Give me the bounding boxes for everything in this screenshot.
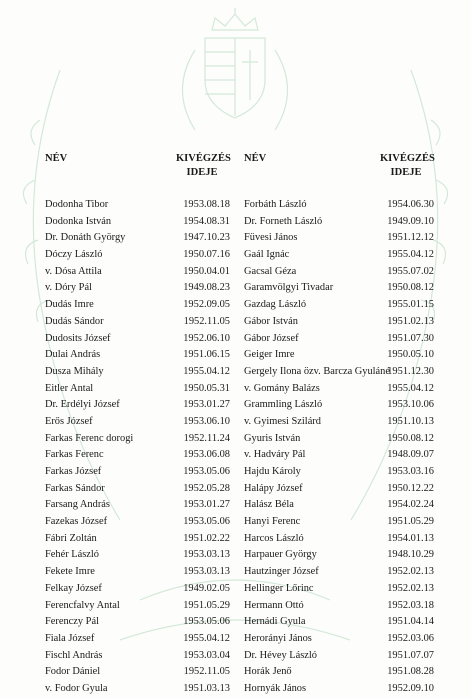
table-row	[0, 598, 471, 615]
person-name: Fehér László	[45, 549, 99, 561]
execution-date: 1950.04.01	[183, 265, 230, 277]
person-name: Dr. Donáth György	[45, 232, 126, 244]
table-row	[0, 648, 471, 665]
execution-date: 1952.05.28	[183, 482, 230, 494]
table-row	[0, 247, 471, 264]
table-row	[0, 447, 471, 464]
execution-date: 1952.03.06	[387, 632, 434, 644]
table-row	[0, 664, 471, 681]
execution-date: 1949.08.23	[183, 282, 230, 294]
execution-date: 1951.05.29	[387, 516, 434, 528]
table-row	[0, 414, 471, 431]
execution-date: 1951.02.22	[183, 532, 230, 544]
person-name: Geiger Imre	[244, 349, 295, 361]
execution-date: 1951.12.30	[387, 365, 434, 377]
person-name: v. Gyimesi Szilárd	[244, 415, 321, 427]
execution-date: 1950.05.31	[183, 382, 230, 394]
person-name: Dodonka István	[45, 215, 112, 227]
execution-date: 1954.08.31	[183, 215, 230, 227]
person-name: Grammling László	[244, 399, 323, 411]
execution-date: 1954.01.13	[387, 532, 434, 544]
execution-date: 1955.01.15	[387, 299, 434, 311]
table-row	[0, 331, 471, 348]
person-name: Hellinger Lőrinc	[244, 582, 314, 594]
execution-date: 1948.10.29	[387, 549, 434, 561]
person-name: Gyuris István	[244, 432, 301, 444]
table-row	[0, 464, 471, 481]
table-row	[0, 280, 471, 297]
person-name: Dudás Sándor	[45, 315, 104, 327]
person-name: Hernádi Gyula	[244, 616, 306, 628]
person-name: Gábor József	[244, 332, 299, 344]
table-row	[0, 397, 471, 414]
person-name: Hajdu Károly	[244, 466, 301, 477]
table-row	[0, 614, 471, 631]
execution-date: 1951.04.14	[387, 616, 434, 628]
execution-date: 1952.03.18	[387, 599, 434, 611]
person-name: v. Hadváry Pál	[244, 449, 306, 461]
execution-date: 1953.01.27	[183, 399, 230, 411]
person-name: Füvesi János	[244, 232, 298, 244]
person-name: Harpauer György	[244, 549, 317, 561]
person-name: Fiala József	[45, 632, 95, 644]
person-name: v. Fodor Gyula	[45, 682, 108, 694]
table-row	[0, 514, 471, 531]
person-name: Hautzinger József	[244, 566, 319, 578]
person-name: Halápy József	[244, 482, 303, 494]
person-name: Fekete Imre	[45, 566, 95, 578]
person-name: Dr. Forneth László	[244, 215, 323, 227]
table-row	[0, 631, 471, 648]
execution-date: 1952.11.05	[183, 315, 230, 327]
execution-date: 1955.04.12	[387, 382, 434, 394]
execution-date: 1954.02.24	[387, 499, 434, 511]
execution-date: 1952.11.05	[183, 666, 230, 678]
person-name: Fábri Zoltán	[45, 532, 97, 544]
table-row	[0, 364, 471, 381]
person-name: Gacsal Géza	[244, 265, 297, 277]
person-name: Fodor Dániel	[45, 666, 101, 678]
table-row	[0, 197, 471, 214]
person-name: Hornyák János	[244, 682, 307, 694]
execution-date: 1952.06.10	[183, 332, 230, 344]
execution-date: 1953.01.27	[183, 499, 230, 511]
person-name: Ferencfalvy Antal	[45, 599, 120, 611]
person-name: Herorányi János	[244, 632, 312, 644]
header-date-right: KIVÉGZÉS IDEJE	[380, 153, 435, 178]
person-name: Dr. Hévey László	[244, 649, 317, 661]
person-name: Farkas Ferenc dorogi	[45, 432, 134, 444]
header-name-right: NÉV	[244, 153, 267, 164]
execution-date: 1950.12.22	[387, 482, 434, 494]
table-row	[0, 264, 471, 281]
execution-date: 1950.08.12	[387, 432, 434, 444]
execution-date: 1953.03.16	[387, 466, 434, 477]
table-row	[0, 547, 471, 564]
table-row	[0, 581, 471, 598]
execution-date: 1952.02.13	[387, 582, 434, 594]
table-row	[0, 214, 471, 231]
execution-date: 1954.06.30	[387, 199, 434, 210]
execution-date: 1950.07.16	[183, 249, 230, 261]
execution-date: 1955.04.12	[387, 249, 434, 261]
person-name: v. Gomány Balázs	[244, 382, 320, 394]
execution-date: 1953.03.13	[183, 549, 230, 561]
name-list	[0, 197, 471, 698]
person-name: Fischl András	[45, 649, 103, 661]
execution-date: 1953.03.04	[183, 649, 230, 661]
person-name: Erős József	[45, 415, 93, 427]
execution-date: 1951.05.29	[183, 599, 230, 611]
person-name: Garamvölgyi Tivadar	[244, 282, 334, 294]
execution-date: 1952.02.13	[387, 566, 434, 578]
person-name: Felkay József	[45, 582, 102, 594]
person-name: Hermann Ottó	[244, 599, 304, 611]
execution-date: 1953.08.18	[183, 199, 230, 210]
execution-date: 1949.02.05	[183, 582, 230, 594]
execution-date: 1953.06.08	[183, 449, 230, 461]
table-row	[0, 314, 471, 331]
table-row	[0, 381, 471, 398]
execution-date: 1953.05.06	[183, 466, 230, 477]
table-row	[0, 431, 471, 448]
person-name: Dusza Mihály	[45, 365, 104, 377]
table-row	[0, 564, 471, 581]
person-name: Eitler Antal	[45, 382, 94, 394]
person-name: Gergely Ilona özv. Barcza Gyuláné	[244, 365, 390, 377]
person-name: Farkas Sándor	[45, 482, 105, 494]
execution-date: 1953.05.06	[183, 616, 230, 628]
person-name: Dulai András	[45, 349, 101, 361]
person-name: Dodonha Tibor	[45, 199, 109, 210]
person-name: Dudosits József	[45, 332, 111, 344]
table-row	[0, 297, 471, 314]
table-row	[0, 497, 471, 514]
execution-date: 1953.10.06	[387, 399, 434, 411]
execution-date: 1951.03.13	[183, 682, 230, 694]
person-name: Farkas József	[45, 466, 102, 477]
execution-date: 1951.06.15	[183, 349, 230, 361]
header-date-left: KIVÉGZÉS IDEJE	[176, 153, 231, 178]
person-name: Farkas Ferenc	[45, 449, 104, 461]
execution-date: 1950.05.10	[387, 349, 434, 361]
person-name: Horák Jenő	[244, 666, 292, 678]
person-name: Gazdag László	[244, 299, 307, 311]
person-name: Halász Béla	[244, 499, 294, 511]
person-name: Dudás Imre	[45, 299, 94, 311]
execution-date: 1949.09.10	[387, 215, 434, 227]
execution-date: 1951.10.13	[387, 415, 434, 427]
person-name: Farsang András	[45, 499, 110, 511]
execution-date: 1951.07.07	[387, 649, 434, 661]
table-row	[0, 347, 471, 364]
execution-date: 1953.06.10	[183, 415, 230, 427]
table-row	[0, 481, 471, 498]
execution-date: 1955.07.02	[387, 265, 434, 277]
person-name: Harcos László	[244, 532, 304, 544]
execution-date: 1951.08.28	[387, 666, 434, 678]
execution-date: 1953.05.06	[183, 516, 230, 528]
table-row	[0, 230, 471, 247]
header-name-left: NÉV	[45, 153, 68, 164]
execution-date: 1952.09.10	[387, 682, 434, 694]
person-name: Dr. Erdélyi József	[45, 399, 120, 411]
execution-date: 1948.09.07	[387, 449, 434, 461]
execution-date: 1953.03.13	[183, 566, 230, 578]
execution-date: 1952.09.05	[183, 299, 230, 311]
person-name: v. Dósa Attila	[45, 265, 102, 277]
person-name: Ferenczy Pál	[45, 616, 99, 628]
execution-date: 1955.04.12	[183, 632, 230, 644]
execution-date: 1950.08.12	[387, 282, 434, 294]
execution-date: 1947.10.23	[183, 232, 230, 244]
execution-date: 1951.12.12	[387, 232, 434, 244]
person-name: Gaál Ignác	[244, 249, 290, 261]
person-name: Fazekas József	[45, 516, 108, 528]
execution-date: 1955.04.12	[183, 365, 230, 377]
person-name: v. Dóry Pál	[45, 282, 92, 294]
execution-date: 1952.11.24	[183, 432, 230, 444]
execution-date: 1951.07.30	[387, 332, 434, 344]
execution-date: 1951.02.13	[387, 315, 434, 327]
table-row	[0, 681, 471, 698]
person-name: Hanyi Ferenc	[244, 516, 301, 528]
person-name: Forbáth László	[244, 199, 307, 210]
person-name: Gábor István	[244, 315, 298, 327]
table-row	[0, 531, 471, 548]
person-name: Dóczy László	[45, 249, 103, 261]
